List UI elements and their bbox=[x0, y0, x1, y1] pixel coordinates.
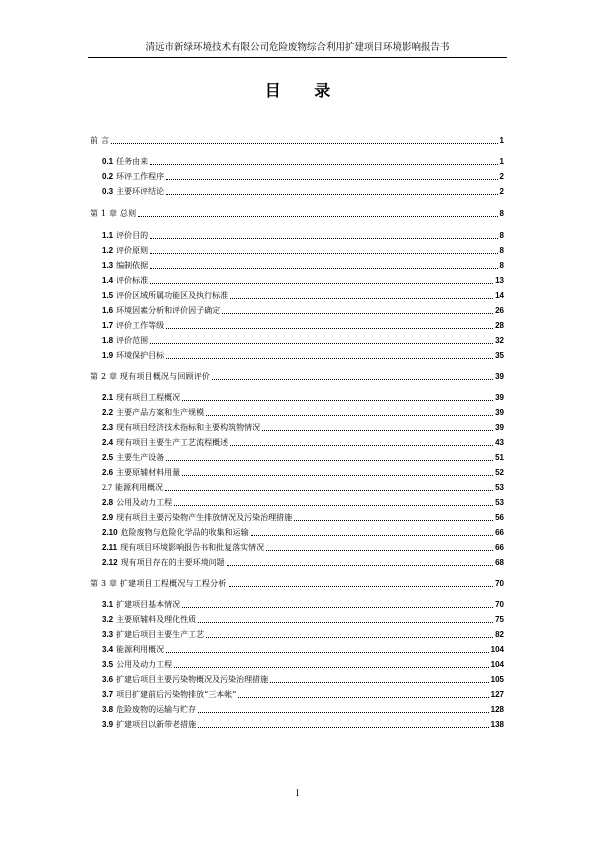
toc-entry-page: 8 bbox=[499, 231, 504, 240]
toc-entry-label: 环境因素分析和评价因子确定 bbox=[116, 306, 221, 315]
dot-leader bbox=[150, 334, 493, 344]
toc-entry-title bbox=[102, 393, 180, 403]
toc-entry-label: 现有项目主要污染物产生排放情况及污染治理措施 bbox=[116, 513, 293, 522]
toc-entry-title bbox=[102, 291, 228, 301]
dot-leader bbox=[294, 511, 493, 521]
toc-entry-number: 2.9 bbox=[102, 513, 114, 522]
toc-entry-label: 现有项目存在的主要环境问题 bbox=[120, 558, 225, 567]
toc-entry-page: 26 bbox=[495, 306, 504, 315]
toc-entry-label: 项目扩建前后污染物排放“三本帐” bbox=[116, 690, 237, 699]
toc-entry-title bbox=[102, 423, 260, 433]
dot-leader bbox=[270, 673, 489, 683]
toc-entry-number: 2.3 bbox=[102, 423, 114, 432]
toc-entry-number: 2.1 bbox=[102, 393, 114, 402]
toc-entry-label: 现有项目工程概况 bbox=[116, 393, 181, 402]
toc-entry[interactable] bbox=[102, 628, 504, 640]
toc-entry-number: 2.7 bbox=[102, 483, 112, 492]
toc-entry-title bbox=[102, 690, 236, 700]
toc-entry-label: 能源利用概况 bbox=[116, 645, 165, 654]
toc-entry-title bbox=[102, 172, 164, 182]
toc-entry[interactable] bbox=[102, 436, 504, 448]
toc-entry-page: 39 bbox=[495, 372, 504, 381]
toc-entry[interactable] bbox=[102, 244, 504, 256]
toc-entry-page: 70 bbox=[495, 579, 504, 588]
toc-entry[interactable] bbox=[102, 703, 504, 715]
toc-entry[interactable] bbox=[102, 259, 504, 271]
toc-entry-label: 扩建项目基本情况 bbox=[116, 600, 181, 609]
toc-entry-title bbox=[102, 645, 164, 655]
toc-entry-page: 75 bbox=[495, 615, 504, 624]
toc-entry-page: 8 bbox=[499, 209, 504, 218]
toc-entry-page: 66 bbox=[495, 528, 504, 537]
toc-entry-page: 52 bbox=[495, 468, 504, 477]
toc-entry-title bbox=[102, 306, 220, 316]
toc-entry-number: 1.2 bbox=[102, 246, 114, 255]
toc-entry-page: 39 bbox=[495, 423, 504, 432]
toc-entry-label: 危险废物与危险化学品的收集和运输 bbox=[120, 528, 249, 537]
dot-leader bbox=[150, 259, 497, 269]
toc-entry[interactable] bbox=[102, 391, 504, 403]
toc-entry-number: 2.5 bbox=[102, 453, 114, 462]
toc-entry[interactable] bbox=[102, 274, 504, 286]
toc-entry-title bbox=[102, 558, 225, 568]
toc-entry-title bbox=[102, 438, 228, 448]
toc-entry-title bbox=[102, 157, 148, 167]
dot-leader bbox=[166, 170, 497, 180]
dot-leader bbox=[238, 688, 488, 698]
toc-entry-page: 8 bbox=[499, 261, 504, 270]
toc-entry-number: 3.1 bbox=[102, 600, 114, 609]
toc-entry-page: 53 bbox=[495, 483, 504, 492]
toc-entry-title bbox=[102, 261, 148, 271]
toc-entry[interactable] bbox=[102, 688, 504, 700]
toc-entry-page: 43 bbox=[495, 438, 504, 447]
dot-leader bbox=[138, 207, 497, 217]
toc-entry-title bbox=[102, 336, 148, 346]
toc-entry-page: 128 bbox=[490, 705, 504, 714]
toc-entry-page: 66 bbox=[495, 543, 504, 552]
toc-entry-number: 2.4 bbox=[102, 438, 114, 447]
toc-entry[interactable] bbox=[102, 526, 504, 538]
toc-entry[interactable] bbox=[102, 613, 504, 625]
toc-entry-label: 扩建项目以新带老措施 bbox=[116, 720, 197, 729]
toc-entry-page: 82 bbox=[495, 630, 504, 639]
toc-entry-label: 第 1 章 总则 bbox=[90, 209, 137, 218]
toc-entry-number: 1.3 bbox=[102, 261, 114, 270]
toc-entry[interactable] bbox=[102, 511, 504, 523]
toc-entry-page: 14 bbox=[495, 291, 504, 300]
toc-entry-number: 1.5 bbox=[102, 291, 114, 300]
page-number: I bbox=[296, 788, 299, 798]
toc-entry[interactable] bbox=[102, 421, 504, 433]
toc-entry[interactable] bbox=[102, 718, 504, 730]
toc-entry-number: 3.9 bbox=[102, 720, 114, 729]
toc-entry-label: 公用及动力工程 bbox=[116, 498, 173, 507]
toc-entry-number: 0.3 bbox=[102, 187, 114, 196]
toc-entry-page: 28 bbox=[495, 321, 504, 330]
toc-entry-page: 68 bbox=[495, 558, 504, 567]
toc-entry-number: 3.3 bbox=[102, 630, 114, 639]
toc-entry-page: 138 bbox=[490, 720, 504, 729]
toc-entry-title bbox=[90, 372, 210, 382]
toc-entry-title bbox=[102, 615, 196, 625]
toc-entry-page: 51 bbox=[495, 453, 504, 462]
toc-entry-number: 2.10 bbox=[102, 528, 118, 537]
dot-leader bbox=[206, 406, 493, 416]
toc-entry-page: 13 bbox=[495, 276, 504, 285]
toc-entry[interactable] bbox=[102, 541, 504, 553]
toc-entry-title bbox=[102, 660, 172, 670]
dot-leader bbox=[174, 496, 493, 506]
toc-entry-number: 0.1 bbox=[102, 157, 114, 166]
toc-entry-number: 3.6 bbox=[102, 675, 114, 684]
toc-entry-number: 2.12 bbox=[102, 558, 118, 567]
dot-leader bbox=[182, 466, 493, 476]
toc-entry-label: 扩建后项目主要生产工艺 bbox=[116, 630, 205, 639]
dot-leader bbox=[251, 526, 494, 536]
running-header: 清远市新绿环境技术有限公司危险废物综合利用扩建项目环境影响报告书 bbox=[88, 39, 507, 58]
toc-entry-title bbox=[102, 630, 204, 640]
toc-entry-title bbox=[102, 513, 292, 523]
toc-entry-label: 现有项目主要生产工艺流程概述 bbox=[116, 438, 229, 447]
toc-entry-label: 现有项目经济技术指标和主要构筑物情况 bbox=[116, 423, 261, 432]
toc-entry-number: 0.2 bbox=[102, 172, 114, 181]
toc-entry-title bbox=[102, 543, 264, 553]
toc-entry-label: 能源利用概况 bbox=[115, 483, 163, 492]
toc-entry[interactable] bbox=[102, 170, 504, 182]
toc-entry-page: 2 bbox=[499, 172, 504, 181]
toc-entry-label: 公用及动力工程 bbox=[116, 660, 173, 669]
toc-entry-title bbox=[102, 276, 148, 286]
toc-entry-title bbox=[102, 246, 148, 256]
toc-entry-label: 评价工作等级 bbox=[116, 321, 165, 330]
toc-entry-number: 1.4 bbox=[102, 276, 114, 285]
toc-entry-title bbox=[102, 321, 164, 331]
toc-entry-title bbox=[102, 453, 164, 463]
toc-entry[interactable] bbox=[102, 155, 504, 167]
toc-entry[interactable] bbox=[102, 319, 504, 331]
toc-entry-number: 2.11 bbox=[102, 543, 118, 552]
toc-entry-title bbox=[102, 720, 196, 730]
toc-entry[interactable] bbox=[102, 451, 504, 463]
toc-entry[interactable] bbox=[102, 304, 504, 316]
toc-entry-label: 扩建后项目主要污染物概况及污染治理措施 bbox=[116, 675, 269, 684]
toc-entry-page: 39 bbox=[495, 408, 504, 417]
toc-entry-page: 35 bbox=[495, 351, 504, 360]
toc-entry[interactable] bbox=[90, 134, 504, 146]
toc-entry-label: 主要生产设备 bbox=[116, 453, 165, 462]
toc-title: 目 录 bbox=[264, 81, 345, 100]
toc-entry-label: 评价原则 bbox=[116, 246, 149, 255]
toc-entry-title bbox=[102, 351, 164, 361]
toc-entry-page: 39 bbox=[495, 393, 504, 402]
dot-leader bbox=[222, 304, 493, 314]
toc-entry-page: 70 bbox=[495, 600, 504, 609]
toc-entry-number: 2.2 bbox=[102, 408, 114, 417]
toc-entry[interactable] bbox=[102, 556, 504, 568]
toc-entry-label: 环境保护目标 bbox=[116, 351, 165, 360]
toc-entry-number: 1.8 bbox=[102, 336, 114, 345]
dot-leader bbox=[198, 718, 489, 728]
toc-entry-label: 环评工作程序 bbox=[116, 172, 165, 181]
toc-entry-title bbox=[102, 528, 249, 538]
toc-entry-number: 1.1 bbox=[102, 231, 114, 240]
toc-entry[interactable] bbox=[102, 658, 504, 670]
dot-leader bbox=[174, 658, 489, 668]
toc-entry-label: 主要产品方案和生产规模 bbox=[116, 408, 205, 417]
toc-entry-label: 评价目的 bbox=[116, 231, 149, 240]
dot-leader bbox=[230, 436, 493, 446]
toc-entry[interactable] bbox=[90, 207, 504, 219]
dot-leader bbox=[150, 244, 497, 254]
toc-entry-title bbox=[102, 600, 180, 610]
dot-leader bbox=[227, 556, 494, 566]
toc-entry[interactable] bbox=[102, 481, 504, 493]
dot-leader bbox=[150, 274, 493, 284]
toc-entry-title bbox=[102, 675, 268, 685]
toc-entry[interactable] bbox=[102, 185, 504, 197]
dot-leader bbox=[182, 391, 493, 401]
toc-entry-number: 3.5 bbox=[102, 660, 114, 669]
toc-entry-page: 1 bbox=[499, 157, 504, 166]
toc-entry-page: 56 bbox=[495, 513, 504, 522]
toc-entry-title bbox=[102, 483, 163, 493]
toc-entry-label: 第 2 章 现有项目概况与回顾评价 bbox=[90, 372, 211, 381]
toc-entry-label: 评价标准 bbox=[116, 276, 149, 285]
dot-leader bbox=[198, 703, 489, 713]
toc-entry-page: 104 bbox=[490, 645, 504, 654]
toc-entry-page: 104 bbox=[490, 660, 504, 669]
dot-leader bbox=[206, 628, 493, 638]
toc-entry[interactable] bbox=[90, 577, 504, 589]
dot-leader bbox=[166, 319, 493, 329]
dot-leader bbox=[165, 481, 493, 491]
toc-entry-label: 现有项目环境影响报告书和批复落实情况 bbox=[120, 543, 265, 552]
toc-entry-title bbox=[102, 468, 180, 478]
dot-leader bbox=[212, 370, 493, 380]
toc-entry-page: 1 bbox=[499, 136, 504, 145]
toc-entry-page: 2 bbox=[499, 187, 504, 196]
dot-leader bbox=[229, 577, 494, 587]
toc-entry[interactable] bbox=[102, 406, 504, 418]
dot-leader bbox=[166, 451, 493, 461]
toc-entry-number: 2.8 bbox=[102, 498, 114, 507]
toc-entry[interactable] bbox=[102, 496, 504, 508]
toc-entry-number: 3.8 bbox=[102, 705, 114, 714]
toc-entry-page: 53 bbox=[495, 498, 504, 507]
toc-entry-number: 3.2 bbox=[102, 615, 114, 624]
dot-leader bbox=[266, 541, 493, 551]
dot-leader bbox=[111, 134, 497, 144]
toc-entry[interactable] bbox=[102, 598, 504, 610]
toc-entry-page: 8 bbox=[499, 246, 504, 255]
toc-entry-title bbox=[90, 136, 109, 146]
toc-entry-label: 危险废物的运输与贮存 bbox=[116, 705, 197, 714]
toc-entry-title bbox=[102, 498, 172, 508]
toc-entry[interactable] bbox=[102, 289, 504, 301]
toc-entry[interactable] bbox=[90, 370, 504, 382]
toc-entry-label: 前 言 bbox=[90, 136, 110, 145]
toc-entry-page: 32 bbox=[495, 336, 504, 345]
toc-entry-number: 3.4 bbox=[102, 645, 114, 654]
toc-entry-label: 任务由来 bbox=[116, 157, 149, 166]
dot-leader bbox=[230, 289, 493, 299]
dot-leader bbox=[198, 613, 493, 623]
toc-entry-title bbox=[102, 408, 204, 418]
dot-leader bbox=[166, 185, 497, 195]
toc-entry-label: 主要原辅材料用量 bbox=[116, 468, 181, 477]
toc-entry-title bbox=[90, 209, 136, 219]
toc-entry-number: 2.6 bbox=[102, 468, 114, 477]
toc-entry[interactable] bbox=[102, 466, 504, 478]
toc-entry-title bbox=[90, 579, 227, 589]
toc-entry-number: 3.7 bbox=[102, 690, 114, 699]
toc-entry-label: 主要环评结论 bbox=[116, 187, 165, 196]
toc-entry[interactable] bbox=[102, 349, 504, 361]
toc-entry-page: 127 bbox=[490, 690, 504, 699]
toc-entry-label: 编制依据 bbox=[116, 261, 149, 270]
toc-entry[interactable] bbox=[102, 334, 504, 346]
toc-entry-number: 1.9 bbox=[102, 351, 114, 360]
toc-entry-number: 1.7 bbox=[102, 321, 114, 330]
toc-entry-label: 主要原辅料及理化性质 bbox=[116, 615, 197, 624]
dot-leader bbox=[182, 598, 493, 608]
toc-entry-title bbox=[102, 187, 164, 197]
dot-leader bbox=[262, 421, 493, 431]
toc-entry[interactable] bbox=[102, 643, 504, 655]
dot-leader bbox=[166, 349, 493, 359]
dot-leader bbox=[150, 155, 497, 165]
dot-leader bbox=[166, 643, 489, 653]
toc-entry[interactable] bbox=[102, 229, 504, 241]
toc-entry-number: 1.6 bbox=[102, 306, 114, 315]
toc-entry-label: 评价范围 bbox=[116, 336, 149, 345]
dot-leader bbox=[150, 229, 497, 239]
toc-entry-label: 第 3 章 扩建项目工程概况与工程分析 bbox=[90, 579, 227, 588]
toc-entry-label: 评价区域所属功能区及执行标准 bbox=[116, 291, 229, 300]
toc-entry-title bbox=[102, 231, 148, 241]
toc-entry-title bbox=[102, 705, 196, 715]
toc-entry-page: 105 bbox=[490, 675, 504, 684]
toc-entry[interactable] bbox=[102, 673, 504, 685]
